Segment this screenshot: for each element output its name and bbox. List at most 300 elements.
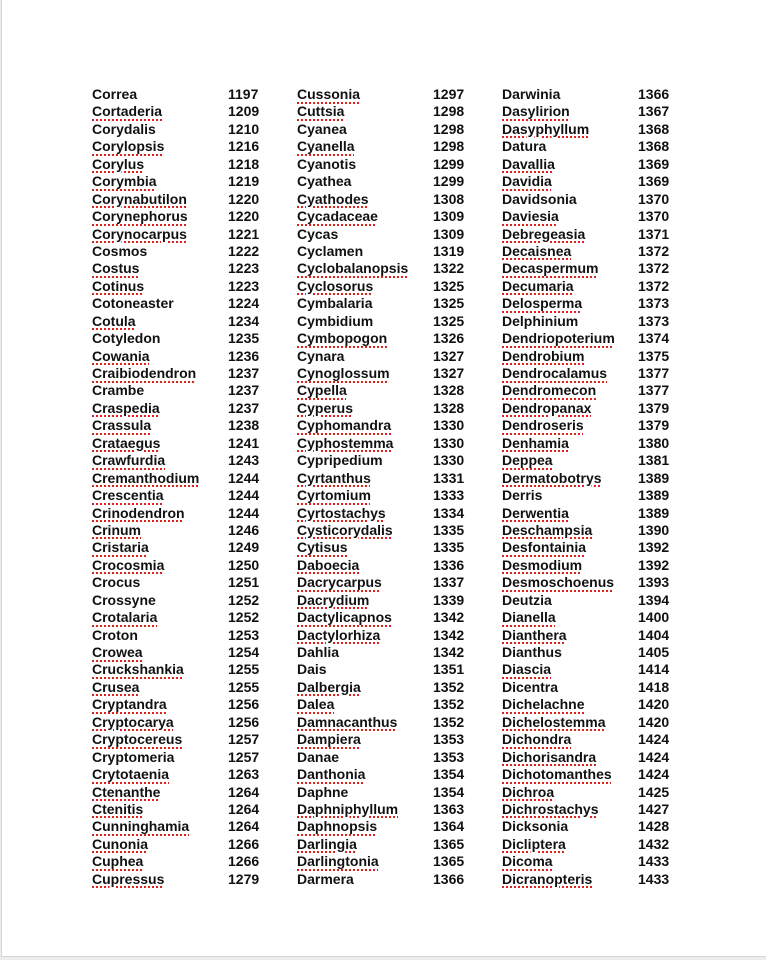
index-entry xyxy=(297,156,487,173)
index-entry xyxy=(502,173,692,190)
genus-name[interactable]: Cyathea xyxy=(297,173,352,190)
genus-name-misspelled[interactable]: Craibiodendron xyxy=(92,365,197,381)
page-number: 1427 xyxy=(638,800,670,817)
index-entry xyxy=(502,714,692,731)
page-number: 1209 xyxy=(228,103,260,120)
genus-name-misspelled[interactable]: Desmodium xyxy=(502,556,583,573)
genus-name-misspelled[interactable]: Corynocarpus xyxy=(92,225,187,242)
page-number: 1216 xyxy=(228,138,260,155)
index-entry xyxy=(297,522,487,539)
index-entry xyxy=(92,766,282,783)
genus-name-misspelled[interactable]: Dendromecon xyxy=(502,382,597,399)
index-entry xyxy=(502,592,692,609)
page-number: 1223 xyxy=(228,277,260,294)
genus-name-misspelled[interactable]: Cyrtanthus xyxy=(297,469,371,486)
index-entry xyxy=(92,679,282,696)
genus-name-misspelled[interactable]: Darlingtonia xyxy=(297,853,379,870)
genus-name-misspelled[interactable]: Cupressus xyxy=(92,870,165,887)
genus-name-misspelled[interactable]: Dalea xyxy=(297,696,335,713)
index-entry xyxy=(92,121,282,138)
index-entry xyxy=(92,243,282,260)
genus-name-misspelled[interactable]: Dendrocalamus xyxy=(502,365,608,381)
genus-name-misspelled[interactable]: Diascia xyxy=(502,661,552,678)
index-entry xyxy=(92,435,282,452)
index-entry xyxy=(502,400,692,417)
genus-name-misspelled[interactable]: Deschampsia xyxy=(502,521,593,538)
index-entry xyxy=(502,382,692,399)
genus-name-misspelled[interactable]: Cristaria xyxy=(92,539,149,556)
page-number: 1432 xyxy=(638,835,670,852)
genus-name[interactable]: Croton xyxy=(92,626,138,643)
genus-name-misspelled[interactable]: Cyclobalanopsis xyxy=(297,260,409,277)
index-entry xyxy=(502,208,692,225)
index-entry xyxy=(502,696,692,713)
page-number: 1330 xyxy=(433,434,465,451)
genus-name[interactable]: Danae xyxy=(297,748,340,765)
genus-name-misspelled[interactable]: Dichondra xyxy=(502,731,572,748)
index-entry xyxy=(92,627,282,644)
page-number: 1379 xyxy=(638,417,670,434)
page-number: 1337 xyxy=(433,574,465,591)
index-entry xyxy=(92,609,282,626)
page-number: 1264 xyxy=(228,800,260,817)
page-number: 1377 xyxy=(638,365,670,381)
genus-name[interactable]: Cycas xyxy=(297,225,339,242)
genus-name-misspelled[interactable]: Cussonia xyxy=(297,86,361,102)
genus-name-misspelled[interactable]: Cruckshankia xyxy=(92,661,184,678)
index-entry xyxy=(297,382,487,399)
index-entry xyxy=(297,86,487,103)
index-entry xyxy=(297,121,487,138)
genus-name-misspelled[interactable]: Cowania xyxy=(92,347,150,364)
page-number: 1234 xyxy=(228,312,260,329)
genus-name-misspelled[interactable]: Decaspermum xyxy=(502,260,599,277)
genus-name[interactable]: Crambe xyxy=(92,382,145,399)
page-number: 1244 xyxy=(228,487,260,504)
genus-name-misspelled[interactable]: Daviesia xyxy=(502,208,559,225)
genus-name[interactable]: Cosmos xyxy=(92,242,148,259)
index-entry xyxy=(502,156,692,173)
index-entry xyxy=(502,836,692,853)
genus-name[interactable]: Delphinium xyxy=(502,312,579,329)
genus-name-misspelled[interactable]: Delosperma xyxy=(502,295,583,312)
genus-name-misspelled[interactable]: Crescentia xyxy=(92,487,164,504)
index-entry xyxy=(297,696,487,713)
index-entry xyxy=(92,313,282,330)
index-entry xyxy=(297,278,487,295)
page-number: 1366 xyxy=(638,86,670,102)
genus-name-misspelled[interactable]: Cotula xyxy=(92,312,136,329)
genus-name-misspelled[interactable]: Cypella xyxy=(297,382,347,399)
genus-name[interactable]: Cotoneaster xyxy=(92,295,174,312)
genus-name[interactable]: Daphne xyxy=(297,783,349,800)
genus-name-misspelled[interactable]: Crusea xyxy=(92,678,140,695)
genus-name-misspelled[interactable]: Crinum xyxy=(92,521,141,538)
page-number: 1244 xyxy=(228,469,260,486)
page-number: 1237 xyxy=(228,365,260,381)
page-number: 1328 xyxy=(433,399,465,416)
index-column-2 xyxy=(297,86,487,888)
genus-name[interactable]: Dicksonia xyxy=(502,818,569,835)
page-number: 1220 xyxy=(228,208,260,225)
genus-name-misspelled[interactable]: Dichorisandra xyxy=(502,748,597,765)
page-number: 1414 xyxy=(638,661,670,678)
page-number: 1331 xyxy=(433,469,465,486)
genus-name[interactable]: Cypripedium xyxy=(297,452,383,469)
index-entry xyxy=(297,295,487,312)
page-number: 1372 xyxy=(638,260,670,277)
index-entry xyxy=(297,260,487,277)
index-entry xyxy=(92,731,282,748)
index-entry xyxy=(297,226,487,243)
page-number: 1325 xyxy=(433,277,465,294)
index-entry xyxy=(502,505,692,522)
genus-name-misspelled[interactable]: Cyrtostachys xyxy=(297,504,386,521)
genus-name-misspelled[interactable]: Davidia xyxy=(502,173,552,190)
genus-name[interactable]: Davidsonia xyxy=(502,190,577,207)
genus-name-misspelled[interactable]: Corynephorus xyxy=(92,208,188,225)
page-number: 1369 xyxy=(638,155,670,172)
index-entry xyxy=(502,784,692,801)
genus-name-misspelled[interactable]: Cycadaceae xyxy=(297,208,378,225)
genus-name-misspelled[interactable]: Ctenanthe xyxy=(92,783,161,800)
genus-name-misspelled[interactable]: Derwentia xyxy=(502,504,569,521)
page-number: 1377 xyxy=(638,382,670,399)
page-number: 1369 xyxy=(638,173,670,190)
index-entry xyxy=(502,417,692,434)
page-number: 1370 xyxy=(638,208,670,225)
page-number: 1352 xyxy=(433,713,465,730)
genus-name-misspelled[interactable]: Dichelostemma xyxy=(502,713,606,730)
page-number: 1405 xyxy=(638,644,670,660)
index-entry xyxy=(297,191,487,208)
index-entry xyxy=(502,661,692,678)
genus-name-misspelled[interactable]: Cyclosorus xyxy=(297,277,374,294)
genus-name-misspelled[interactable]: Cryptocereus xyxy=(92,731,183,748)
index-column-3 xyxy=(502,86,692,888)
page-number: 1252 xyxy=(228,591,260,608)
genus-name-misspelled[interactable]: Dendriopoterium xyxy=(502,330,615,347)
genus-name-misspelled[interactable]: Crataegus xyxy=(92,434,161,451)
index-entry xyxy=(502,191,692,208)
genus-name-misspelled[interactable]: Crowea xyxy=(92,644,143,660)
index-entry xyxy=(297,609,487,626)
index-entry xyxy=(92,696,282,713)
page-number: 1367 xyxy=(638,103,670,120)
index-entry xyxy=(297,627,487,644)
index-entry xyxy=(92,470,282,487)
page-number: 1392 xyxy=(638,556,670,573)
genus-name[interactable]: Dianthus xyxy=(502,644,562,660)
index-entry xyxy=(297,208,487,225)
index-entry xyxy=(502,557,692,574)
genus-name-misspelled[interactable]: Dacrydium xyxy=(297,591,370,608)
genus-name-misspelled[interactable]: Crotalaria xyxy=(92,609,158,626)
page-number: 1219 xyxy=(228,173,260,190)
index-entry xyxy=(502,365,692,382)
page-number: 1335 xyxy=(433,539,465,556)
index-entry xyxy=(502,749,692,766)
page-number: 1375 xyxy=(638,347,670,364)
page-number: 1389 xyxy=(638,487,670,504)
index-entry xyxy=(297,470,487,487)
genus-name-misspelled[interactable]: Dampiera xyxy=(297,731,361,748)
genus-name-misspelled[interactable]: Crytotaenia xyxy=(92,766,170,783)
page-number: 1374 xyxy=(638,330,670,347)
genus-name[interactable]: Cynara xyxy=(297,347,345,364)
genus-name-misspelled[interactable]: Cyanella xyxy=(297,138,355,155)
genus-name[interactable]: Cyanotis xyxy=(297,155,357,172)
page-number: 1333 xyxy=(433,487,465,504)
genus-name-misspelled[interactable]: Cunonia xyxy=(92,835,148,852)
genus-name-misspelled[interactable]: Cremanthodium xyxy=(92,469,200,486)
index-entry xyxy=(92,260,282,277)
genus-name-misspelled[interactable]: Dianella xyxy=(502,609,556,626)
genus-name-misspelled[interactable]: Cryptocarya xyxy=(92,713,174,730)
index-entry xyxy=(297,679,487,696)
index-entry xyxy=(92,348,282,365)
genus-name[interactable]: Crossyne xyxy=(92,591,156,608)
page-number: 1353 xyxy=(433,731,465,748)
page-number: 1256 xyxy=(228,713,260,730)
page-number: 1299 xyxy=(433,155,465,172)
page-number: 1433 xyxy=(638,870,670,887)
genus-name-misspelled[interactable]: Dasylirion xyxy=(502,103,570,120)
genus-name[interactable]: Cymbidium xyxy=(297,312,374,329)
index-entry xyxy=(502,574,692,591)
index-entry xyxy=(92,400,282,417)
index-entry xyxy=(297,853,487,870)
index-entry xyxy=(502,103,692,120)
index-entry xyxy=(297,539,487,556)
index-entry xyxy=(297,714,487,731)
page-number: 1221 xyxy=(228,225,260,242)
index-entry xyxy=(92,330,282,347)
page-number: 1309 xyxy=(433,225,465,242)
genus-name-misspelled[interactable]: Corymbia xyxy=(92,173,157,190)
page-number: 1254 xyxy=(228,644,260,660)
page-number: 1363 xyxy=(433,800,465,817)
index-entry xyxy=(502,470,692,487)
page-number: 1255 xyxy=(228,678,260,695)
index-entry xyxy=(92,592,282,609)
genus-name[interactable]: Deutzia xyxy=(502,591,552,608)
page-number: 1379 xyxy=(638,399,670,416)
genus-name-misspelled[interactable]: Dactylorhiza xyxy=(297,626,381,643)
page-number: 1334 xyxy=(433,504,465,521)
index-entry xyxy=(502,731,692,748)
page-number: 1365 xyxy=(433,835,465,852)
index-entry xyxy=(297,574,487,591)
genus-name-misspelled[interactable]: Cuphea xyxy=(92,853,144,870)
genus-name-misspelled[interactable]: Cymbopogon xyxy=(297,330,388,347)
genus-name[interactable]: Correa xyxy=(92,86,138,102)
genus-name-misspelled[interactable]: Dermatobotrys xyxy=(502,469,602,486)
page-number: 1418 xyxy=(638,678,670,695)
index-entry xyxy=(502,679,692,696)
index-entry xyxy=(297,452,487,469)
genus-name-misspelled[interactable]: Dicliptera xyxy=(502,835,566,852)
index-entry xyxy=(92,644,282,661)
index-entry xyxy=(92,173,282,190)
page-number: 1319 xyxy=(433,242,465,259)
page-number: 1244 xyxy=(228,504,260,521)
genus-name-misspelled[interactable]: Corylus xyxy=(92,155,145,172)
index-entry xyxy=(297,435,487,452)
index-entry xyxy=(502,853,692,870)
genus-name-misspelled[interactable]: Crocosmia xyxy=(92,556,165,573)
genus-name-misspelled[interactable]: Damnacanthus xyxy=(297,713,398,730)
genus-name-misspelled[interactable]: Daboecia xyxy=(297,556,360,573)
genus-name[interactable]: Crocus xyxy=(92,574,141,591)
page-number: 1218 xyxy=(228,155,260,172)
genus-name-misspelled[interactable]: Cunninghamia xyxy=(92,818,190,835)
genus-name-misspelled[interactable]: Crinodendron xyxy=(92,504,185,521)
index-entry xyxy=(92,86,282,103)
genus-name[interactable]: Corydalis xyxy=(92,120,156,137)
genus-name-misspelled[interactable]: Cyathodes xyxy=(297,190,369,207)
genus-name-misspelled[interactable]: Dichotomanthes xyxy=(502,766,612,783)
genus-name-misspelled[interactable]: Cyphomandra xyxy=(297,417,392,434)
genus-name-misspelled[interactable]: Daphnopsis xyxy=(297,818,378,835)
genus-name[interactable]: Datura xyxy=(502,138,547,155)
genus-name-misspelled[interactable]: Dendropanax xyxy=(502,399,592,416)
page-number: 1420 xyxy=(638,713,670,730)
page-number: 1373 xyxy=(638,312,670,329)
document-page xyxy=(1,0,766,957)
genus-name[interactable]: Dahlia xyxy=(297,644,340,660)
page-number: 1394 xyxy=(638,591,670,608)
genus-name-misspelled[interactable]: Dichrostachys xyxy=(502,800,599,817)
page-number: 1253 xyxy=(228,626,260,643)
page-number: 1400 xyxy=(638,609,670,626)
genus-name-misspelled[interactable]: Davallia xyxy=(502,155,555,172)
genus-name[interactable]: Cyclamen xyxy=(297,242,364,259)
genus-name-misspelled[interactable]: Dalbergia xyxy=(297,678,361,695)
genus-name-misspelled[interactable]: Crassula xyxy=(92,417,152,434)
index-entry xyxy=(92,487,282,504)
genus-name-misspelled[interactable]: Deppea xyxy=(502,452,553,469)
index-entry xyxy=(297,103,487,120)
genus-name-misspelled[interactable]: Dasyphyllum xyxy=(502,120,590,137)
genus-name-misspelled[interactable]: Desmoschoenus xyxy=(502,574,615,591)
index-entry xyxy=(92,417,282,434)
genus-name-misspelled[interactable]: Desfontainia xyxy=(502,539,587,556)
index-entry xyxy=(297,400,487,417)
index-entry xyxy=(297,766,487,783)
genus-name-misspelled[interactable]: Dendroseris xyxy=(502,417,584,434)
genus-name-misspelled[interactable]: Cotinus xyxy=(92,277,145,294)
genus-name-misspelled[interactable]: Dactylicapnos xyxy=(297,609,392,626)
page-number: 1250 xyxy=(228,556,260,573)
genus-name-misspelled[interactable]: Cyrtomium xyxy=(297,487,371,504)
genus-name-misspelled[interactable]: Cortaderia xyxy=(92,103,163,120)
genus-name-misspelled[interactable]: Dendrobium xyxy=(502,347,585,364)
genus-name-misspelled[interactable]: Corylopsis xyxy=(92,138,165,155)
genus-name[interactable]: Cryptomeria xyxy=(92,748,175,765)
page-number: 1424 xyxy=(638,748,670,765)
page-number: 1266 xyxy=(228,835,260,852)
genus-name-misspelled[interactable]: Denhamia xyxy=(502,434,569,451)
index-entry xyxy=(502,330,692,347)
genus-name-misspelled[interactable]: Cryptandra xyxy=(92,696,167,713)
genus-name-misspelled[interactable]: Cysticorydalis xyxy=(297,521,393,538)
genus-name-misspelled[interactable]: Dicranopteris xyxy=(502,870,593,887)
genus-name[interactable]: Cyanea xyxy=(297,120,347,137)
index-entry xyxy=(92,382,282,399)
genus-name-misspelled[interactable]: Cynoglossum xyxy=(297,365,390,381)
genus-name-misspelled[interactable]: Costus xyxy=(92,260,140,277)
page-number: 1266 xyxy=(228,853,260,870)
index-entry xyxy=(297,348,487,365)
index-entry xyxy=(92,871,282,888)
index-entry xyxy=(92,539,282,556)
page-number: 1222 xyxy=(228,242,260,259)
index-entry xyxy=(92,156,282,173)
genus-name-misspelled[interactable]: Corynabutilon xyxy=(92,190,187,207)
page-number: 1393 xyxy=(638,574,670,591)
genus-name-misspelled[interactable]: Cyperus xyxy=(297,399,354,416)
genus-name[interactable]: Derris xyxy=(502,487,543,504)
genus-name-misspelled[interactable]: Cytisus xyxy=(297,539,348,556)
genus-name[interactable]: Cotyledon xyxy=(92,330,161,347)
genus-name-misspelled[interactable]: Dianthera xyxy=(502,626,567,643)
page-number: 1241 xyxy=(228,434,260,451)
genus-name-misspelled[interactable]: Decumaria xyxy=(502,277,574,294)
index-entry xyxy=(297,365,487,382)
genus-name-misspelled[interactable]: Crawfurdia xyxy=(92,452,166,469)
genus-name-misspelled[interactable]: Ctenitis xyxy=(92,800,144,817)
genus-name[interactable]: Darmera xyxy=(297,870,354,887)
page-number: 1298 xyxy=(433,120,465,137)
page-number: 1339 xyxy=(433,591,465,608)
page-number: 1325 xyxy=(433,312,465,329)
index-entry xyxy=(502,766,692,783)
genus-name-misspelled[interactable]: Decaisnea xyxy=(502,242,572,259)
index-entry xyxy=(502,121,692,138)
genus-name[interactable]: Dicentra xyxy=(502,678,559,695)
genus-name-misspelled[interactable]: Dichelachne xyxy=(502,696,585,713)
page-number: 1279 xyxy=(228,870,260,887)
genus-name-misspelled[interactable]: Dacrycarpus xyxy=(297,574,382,591)
genus-name[interactable]: Darwinia xyxy=(502,86,561,102)
genus-name-misspelled[interactable]: Cuttsia xyxy=(297,103,345,120)
index-entry xyxy=(92,853,282,870)
genus-name[interactable]: Dais xyxy=(297,661,327,678)
genus-name-misspelled[interactable]: Debregeasia xyxy=(502,225,586,242)
index-entry xyxy=(297,871,487,888)
genus-name-misspelled[interactable]: Danthonia xyxy=(297,766,366,783)
page-number: 1365 xyxy=(433,853,465,870)
genus-name-misspelled[interactable]: Dicoma xyxy=(502,853,553,870)
genus-name-misspelled[interactable]: Dichroa xyxy=(502,783,555,800)
genus-name-misspelled[interactable]: Craspedia xyxy=(92,399,160,416)
page-number: 1224 xyxy=(228,295,260,312)
genus-name-misspelled[interactable]: Darlingia xyxy=(297,835,357,852)
page-number: 1236 xyxy=(228,347,260,364)
genus-name-misspelled[interactable]: Daphniphyllum xyxy=(297,800,399,817)
index-entry xyxy=(297,557,487,574)
genus-name[interactable]: Cymbalaria xyxy=(297,295,373,312)
page-number: 1420 xyxy=(638,696,670,713)
index-entry xyxy=(502,522,692,539)
genus-name-misspelled[interactable]: Cyphostemma xyxy=(297,434,394,451)
page-number: 1389 xyxy=(638,469,670,486)
index-entry xyxy=(92,574,282,591)
index-entry xyxy=(502,226,692,243)
index-entry xyxy=(297,487,487,504)
page-number: 1330 xyxy=(433,417,465,434)
